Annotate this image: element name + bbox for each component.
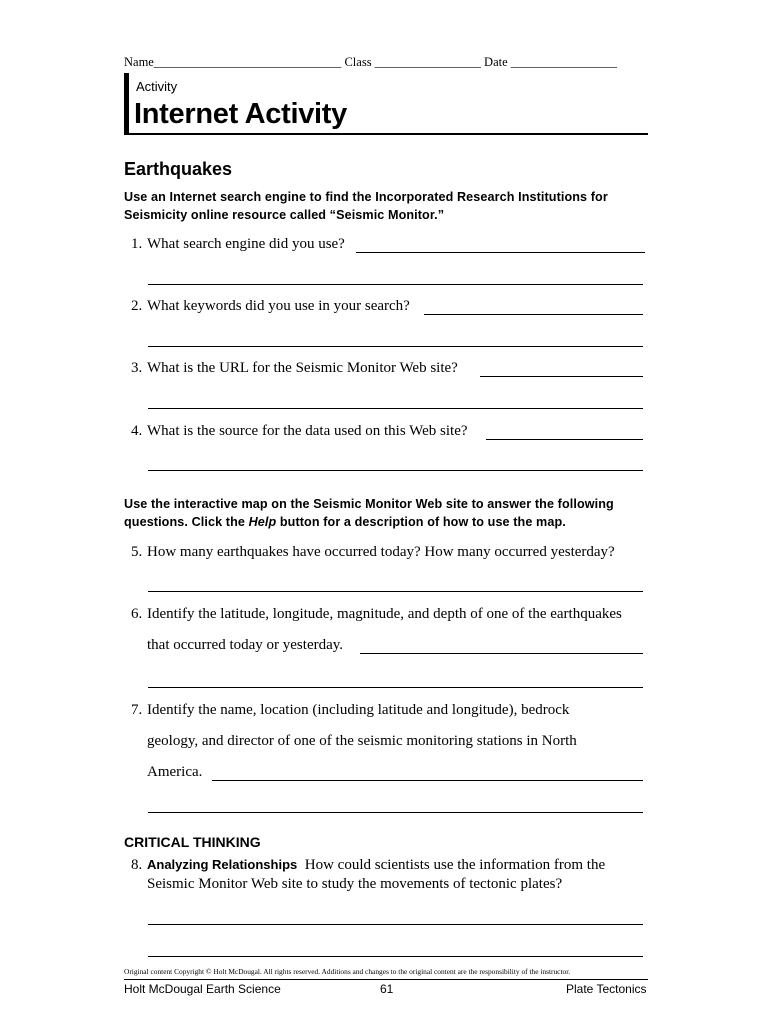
question-number: 6. — [131, 606, 143, 622]
footer-book-title: Holt McDougal Earth Science — [124, 982, 281, 996]
question-number: 8. — [131, 857, 143, 873]
answer-line[interactable] — [148, 407, 643, 409]
question-text-line-2: that occurred today or yesterday. — [147, 637, 344, 653]
title-accent-bar — [124, 73, 129, 135]
page-number: 61 — [380, 982, 394, 996]
answer-blank[interactable] — [360, 652, 643, 654]
help-button-reference: Help — [248, 515, 277, 529]
answer-line[interactable] — [148, 955, 643, 957]
question-text-line-1: Identify the name, location (including latitude and longitude), bedrock — [147, 702, 570, 718]
answer-line[interactable] — [148, 345, 643, 347]
question-text-line-2: geology, and director of one of the seismic monitoring stations in North — [147, 733, 577, 749]
answer-blank[interactable] — [212, 779, 643, 781]
question-number: 1. — [131, 236, 143, 252]
section-title: Earthquakes — [124, 159, 233, 179]
question-text-line-2: Seismic Monitor Web site to study the movements of tectonic plates? — [147, 876, 563, 892]
critical-thinking-heading: CRITICAL THINKING — [124, 834, 261, 850]
footer-rule — [124, 979, 648, 980]
question-text-line-3: America. — [147, 764, 203, 780]
instructions-line-1: Use an Internet search engine to find the Incorporated Research Institutions for — [124, 190, 608, 204]
question-text-line-1: Identify the latitude, longitude, magnitude, and depth of one of the earthquakes — [147, 606, 622, 622]
answer-blank[interactable] — [486, 438, 643, 440]
map-instructions-line-1: Use the interactive map on the Seismic Monitor Web site to answer the following — [124, 497, 614, 511]
question-number: 4. — [131, 423, 143, 439]
question-text: What keywords did you use in your search? — [147, 298, 410, 314]
answer-line[interactable] — [148, 686, 643, 688]
answer-blank[interactable] — [480, 375, 643, 377]
instructions-text: button for a description of how to use the map. — [276, 515, 566, 529]
activity-label: Activity — [136, 79, 178, 94]
question-text: How many earthquakes have occurred today? How many occurred yesterday? — [147, 544, 615, 560]
question-text: What is the source for the data used on this Web site? — [147, 423, 468, 439]
question-text: What is the URL for the Seismic Monitor Web site? — [147, 360, 458, 376]
answer-line[interactable] — [148, 590, 643, 592]
question-number: 5. — [131, 544, 143, 560]
answer-line[interactable] — [148, 283, 643, 285]
answer-blank[interactable] — [356, 251, 645, 253]
question-number: 2. — [131, 298, 143, 314]
answer-line[interactable] — [148, 923, 643, 925]
title-rule — [124, 133, 648, 135]
question-text: How could scientists use the information from the — [304, 857, 606, 873]
answer-line[interactable] — [148, 469, 643, 471]
answer-blank[interactable] — [424, 313, 643, 315]
page-title: Internet Activity — [134, 98, 347, 130]
question-skill-label: Analyzing Relationships — [147, 857, 298, 872]
question-number: 3. — [131, 360, 143, 376]
footer-chapter-title: Plate Tectonics — [566, 982, 647, 996]
instructions-text: questions. Click the — [124, 515, 249, 529]
header-name-class-date: Name______________________________ Class _________________ Date _________________ — [124, 55, 618, 69]
map-instructions-line-2 — [124, 515, 566, 529]
copyright-notice: Original content Copyright © Holt McDougal. All rights reserved. Additions and changes to the original content are the responsibility of the instructor. — [124, 967, 571, 976]
question-number: 7. — [131, 702, 143, 718]
question-text-line-1 — [147, 857, 605, 874]
answer-line[interactable] — [148, 811, 643, 813]
instructions-line-2: Seismicity online resource called “Seismic Monitor.” — [124, 208, 445, 222]
question-text: What search engine did you use? — [147, 236, 345, 252]
